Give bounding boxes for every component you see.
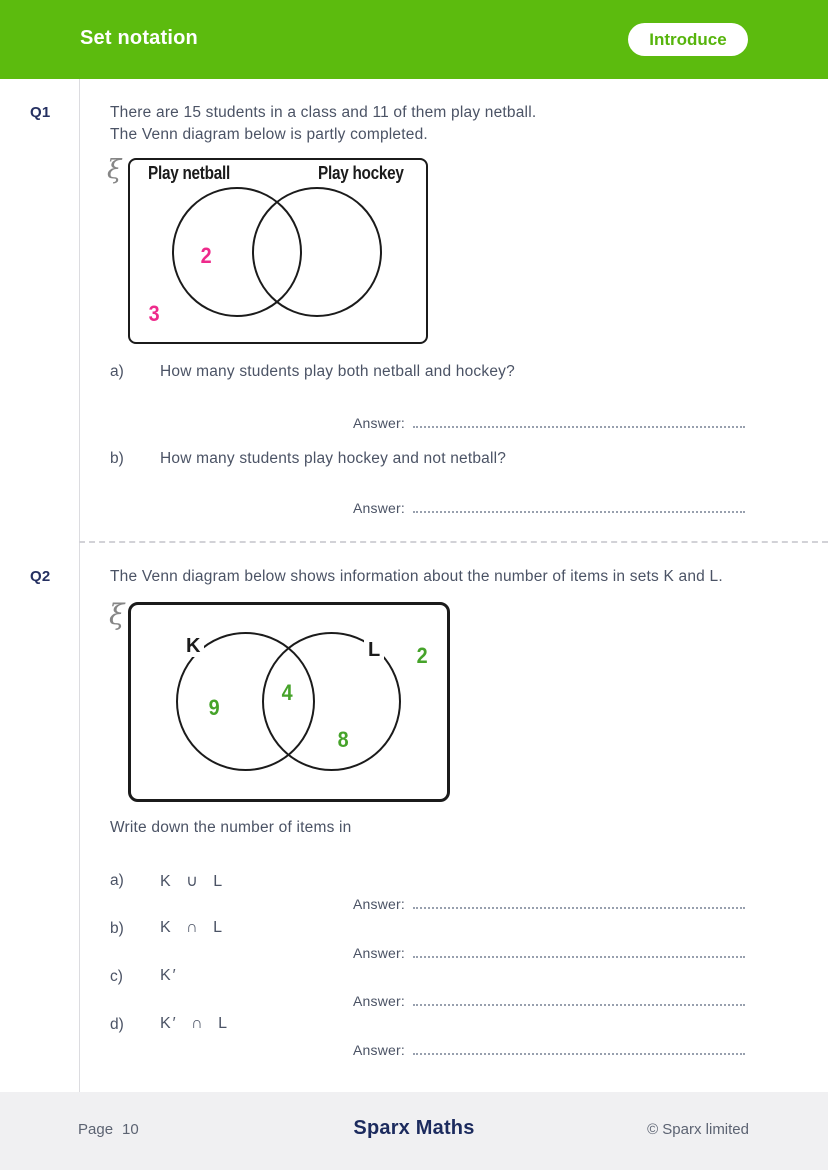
q1b-answer-field[interactable] [413,497,745,513]
q1a-answer-row [353,412,745,431]
q1-intro-line1: There are 15 students in a class and 11 of them play netball. [110,104,537,121]
answer-label: Answer: [353,500,405,516]
q2d-label: d) [110,1016,124,1033]
q2c-answer-field[interactable] [413,990,745,1006]
answer-label: Answer: [353,945,405,961]
universal-set-symbol: ξ [109,598,125,631]
l-only-value: 8 [337,727,349,752]
q1-label: Q1 [30,104,51,121]
q2a-expression: K ∪ L [160,873,225,890]
q1b-answer-row [353,497,745,516]
hockey-circle [252,187,382,317]
header-bar [0,0,828,79]
footer-bar [0,1092,828,1170]
q1-intro-line2: The Venn diagram below is partly completed. [110,126,428,143]
q2-venn-diagram [104,595,464,810]
q2-prompt: Write down the number of items in [110,819,352,836]
set-k-label: K [182,635,204,657]
set-l-label: L [364,639,384,661]
answer-label: Answer: [353,896,405,912]
k-only-value: 9 [208,695,220,720]
outside-sets-value: 3 [148,301,160,326]
q2b-expression: K ∩ L [160,919,224,936]
outside-sets-value: 2 [416,643,428,668]
brand-logo: Sparx Maths [353,1117,475,1139]
q1-venn-diagram [104,153,444,353]
page-title: Set notation [80,27,198,49]
q2b-label: b) [110,920,124,937]
q1a-question: How many students play both netball and hockey? [160,363,515,380]
q2-label: Q2 [30,568,51,585]
universal-set-symbol: ξ [107,155,122,185]
q1a-label: a) [110,363,124,380]
q2-intro: The Venn diagram below shows information about the number of items in sets K and L. [110,568,723,585]
hockey-circle-label: Play hockey [318,163,404,183]
copyright-text: © Sparx limited [647,1121,749,1138]
left-margin-rule [79,79,80,1092]
netball-circle-label: Play netball [148,163,230,183]
answer-label: Answer: [353,415,405,431]
q2d-answer-row [353,1039,745,1058]
q1b-question: How many students play hockey and not netball? [160,450,507,467]
q2a-label: a) [110,872,124,889]
question-divider [79,541,828,543]
q2b-answer-field[interactable] [413,942,745,958]
q1a-answer-field[interactable] [413,412,745,428]
answer-label: Answer: [353,1042,405,1058]
netball-only-value: 2 [200,243,212,268]
q2a-answer-field[interactable] [413,893,745,909]
q2d-answer-field[interactable] [413,1039,745,1055]
q1b-label: b) [110,450,124,467]
introduce-button[interactable]: Introduce [628,23,748,56]
q2c-expression: K′ [160,967,178,984]
q2c-label: c) [110,968,123,985]
intersection-value: 4 [281,680,293,705]
answer-label: Answer: [353,993,405,1009]
page-label: Page [78,1121,114,1138]
q2b-answer-row [353,942,745,961]
page-number: 10 [122,1121,139,1138]
q2c-answer-row [353,990,745,1009]
q2a-answer-row [353,893,745,912]
q2d-expression: K′ ∩ L [160,1015,229,1032]
